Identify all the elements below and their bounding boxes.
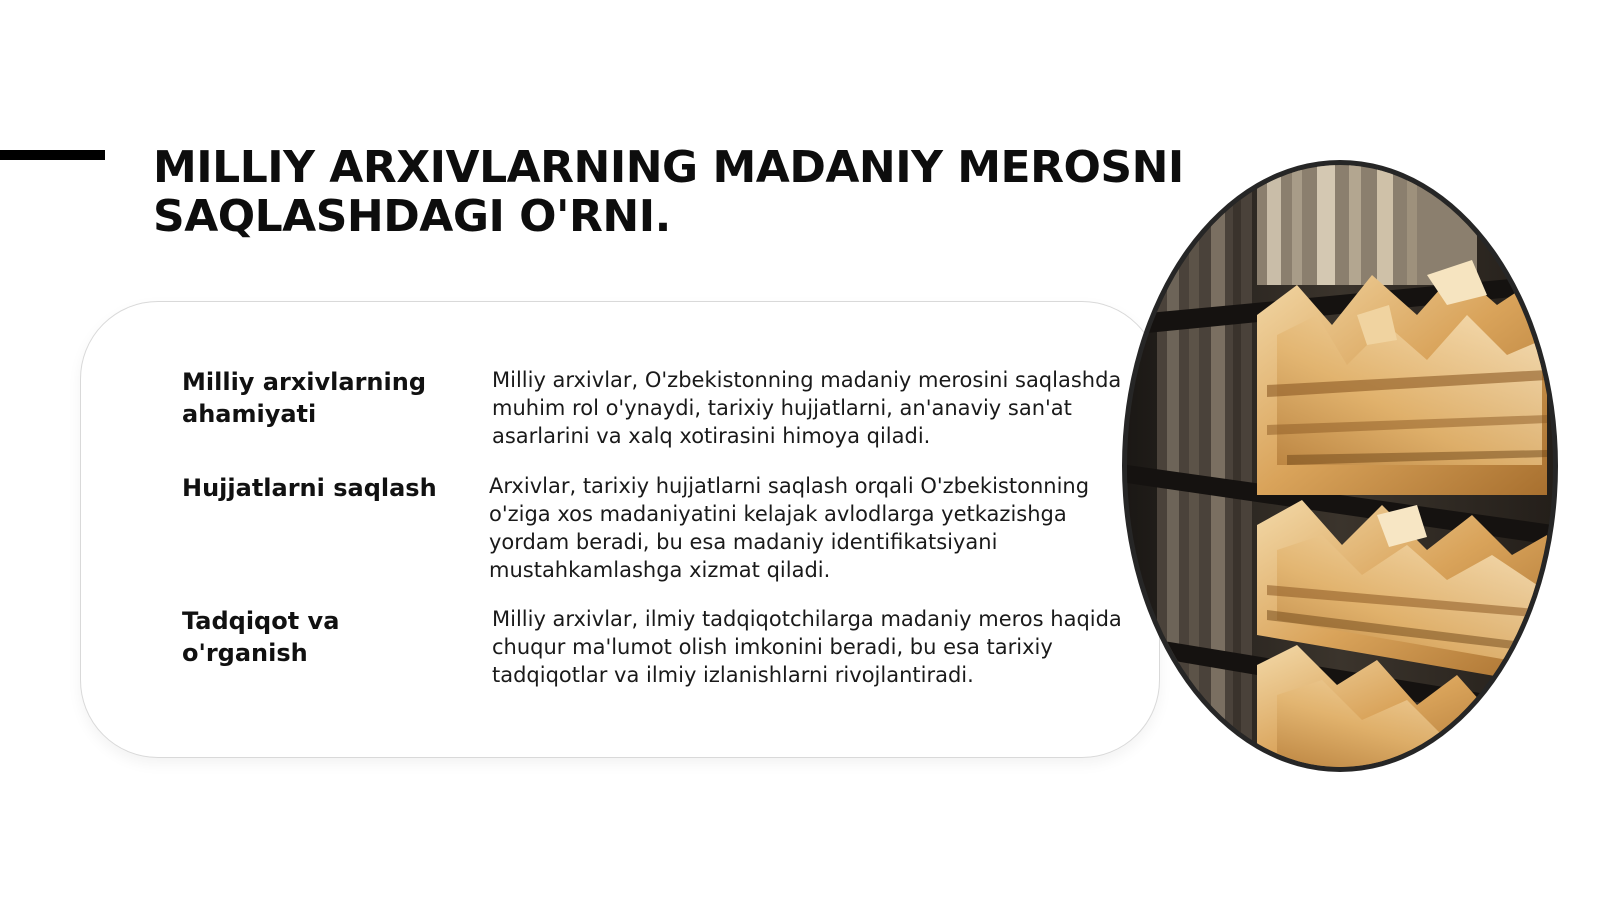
slide-title-line-2: SAQLASHDAGI O'RNI. <box>153 191 671 242</box>
slide-title-line-1: MILLIY ARXIVLARNING MADANIY MEROSNI <box>153 142 1184 193</box>
row-description: Arxivlar, tarixiy hujjatlarni saqlash orqali O'zbekistonning o'ziga xos madaniyatini kelajak avlodlarga yetkazishga yordam beradi, bu esa madaniy identifikatsiyani mustahkamlashga xizmat qiladi. <box>489 474 1090 582</box>
archive-papers-illustration <box>1127 165 1553 767</box>
row-description: Milliy arxivlar, ilmiy tadqiqotchilarga madaniy meros haqida chuqur ma'lumot olish imkonini beradi, bu esa tarixiy tadqiqotlar va ilmiy izlanishlarni rivojlantiradi. <box>492 607 1122 687</box>
row-label: Hujjatlarni saqlash <box>182 474 437 502</box>
title-accent-bar <box>0 150 105 160</box>
row-description: Milliy arxivlar, O'zbekistonning madaniy merosini saqlashda muhim rol o'ynaydi, tarixiy hujjatlarni, an'anaviy san'at asarlarini va xalq xotirasini himoya qiladi. <box>492 368 1122 448</box>
archive-shelves-photo <box>1122 160 1558 772</box>
row-label: Tadqiqot va o'rganish <box>182 607 340 667</box>
content-card <box>80 301 1160 758</box>
row-label: Milliy arxivlarning ahamiyati <box>182 368 427 428</box>
slide-title <box>153 142 1184 242</box>
